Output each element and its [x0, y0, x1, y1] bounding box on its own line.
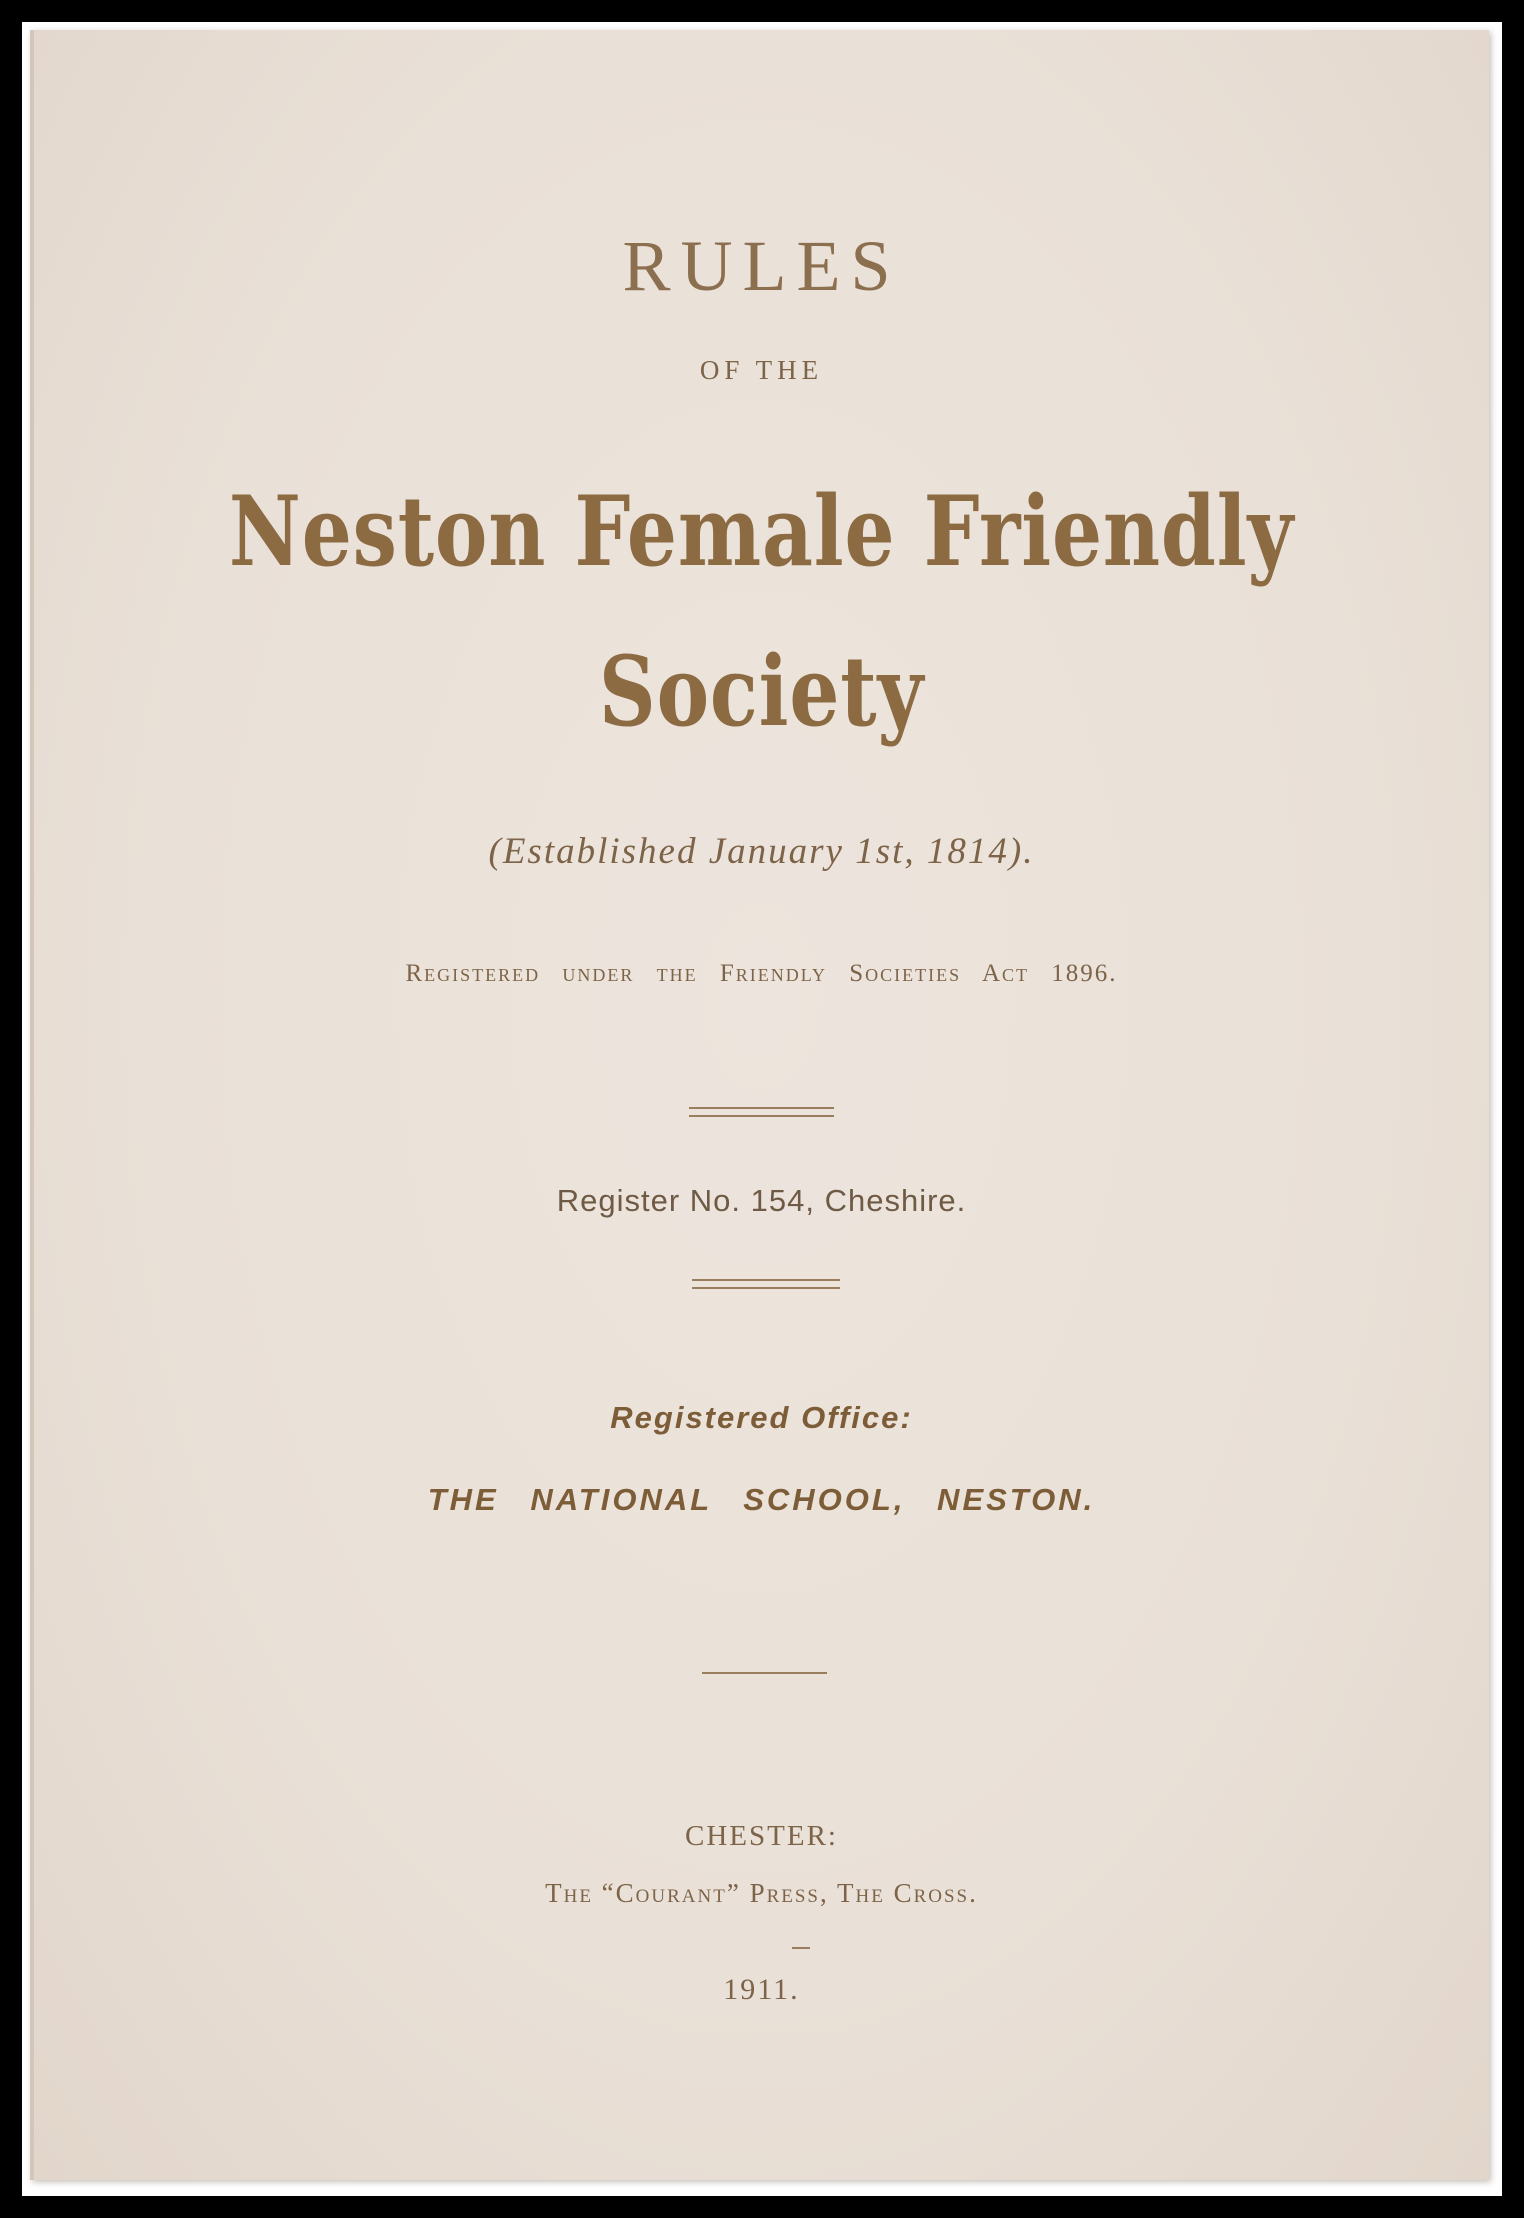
double-rule-divider — [689, 1107, 834, 1117]
title-rules: RULES — [622, 226, 901, 306]
register-number: Register No. 154, Cheshire. — [556, 1183, 967, 1218]
publication-year: 1911. — [723, 1973, 800, 2006]
booklet-cover — [30, 30, 1489, 2180]
short-rule-divider — [702, 1672, 827, 1674]
printer-city: CHESTER: — [685, 1820, 838, 1852]
established-date: (Established January 1st, 1814). — [488, 831, 1035, 872]
society-name-line2: Society — [598, 635, 925, 748]
title-of-the: OF THE — [699, 355, 824, 385]
registered-office-label: Registered Office: — [610, 1400, 913, 1435]
dash-divider — [792, 1947, 810, 1949]
printer-name: The “Courant” Press, The Cross. — [545, 1878, 978, 1908]
double-rule-divider — [692, 1279, 840, 1289]
society-name-line1: Neston Female Friendly — [228, 475, 1295, 588]
registration-act: Registered under the Friendly Societies Act 1896. — [405, 960, 1118, 987]
registered-office-address: THE NATIONAL SCHOOL, NESTON. — [427, 1482, 1096, 1517]
